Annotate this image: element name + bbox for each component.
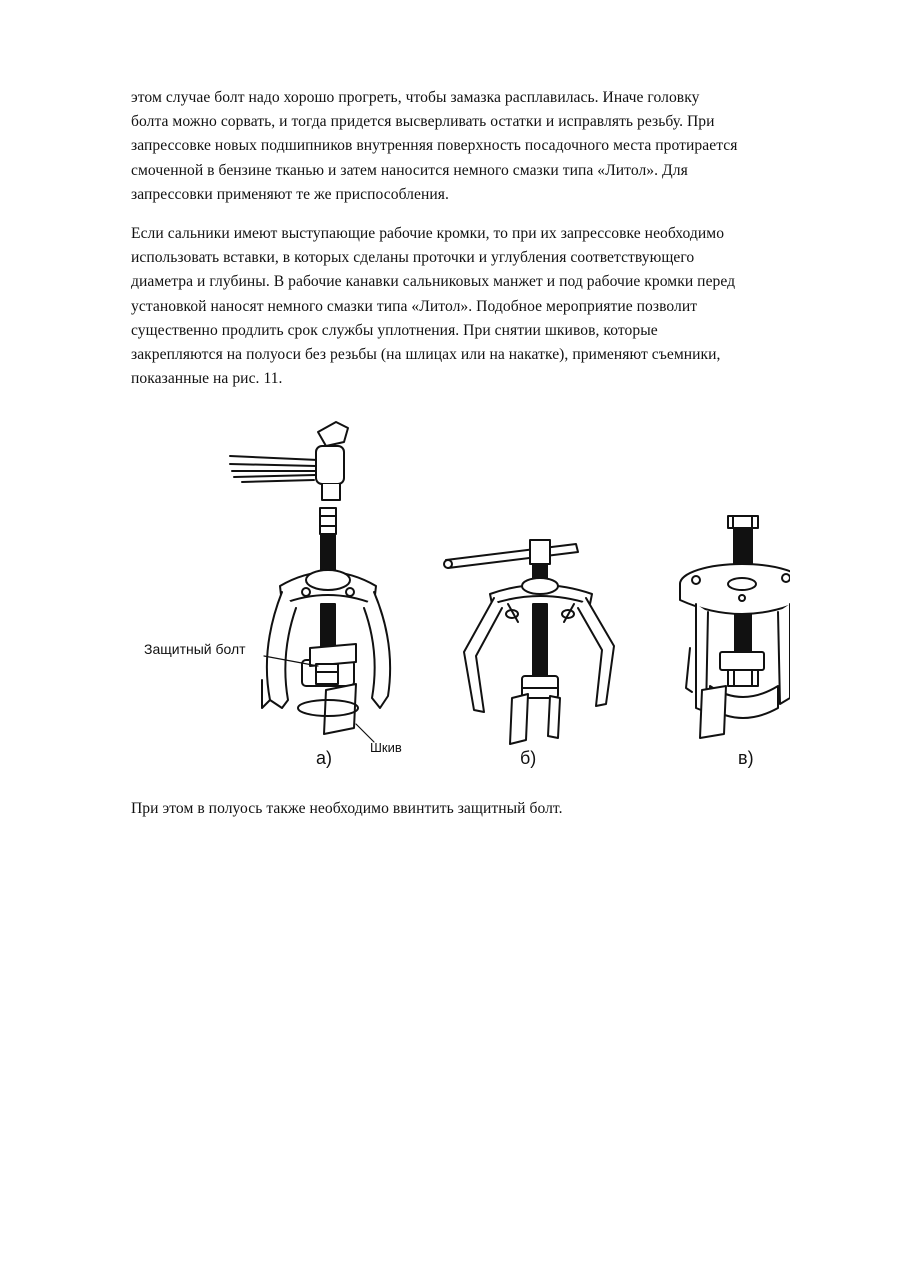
text-line: запрессовке новых подшипников внутренняя поверхность посадочного места протирается — [131, 137, 738, 155]
puller-b-drawing — [444, 540, 614, 744]
callout-pulley: Шкив — [370, 740, 402, 755]
paragraph-3 — [131, 797, 843, 821]
text-line: существенно продлить срок службы уплотнения. При снятии шкивов, которые — [131, 321, 658, 339]
text-line: использовать вставки, в которых сделаны проточки и углубления соответствующего — [131, 249, 695, 267]
text-line: закрепляются на полуоси без резьбы (на шлицах или на накатке), применяют съемники, — [131, 346, 721, 364]
text-line: этом случае болт надо хорошо прогреть, чтобы замазка расплавилась. Иначе головку — [131, 89, 700, 106]
text-line: диаметра и глубины. В рабочие канавки сальниковых манжет и под рабочие кромки перед — [131, 273, 736, 291]
text-line: установкой наносят немного смазки типа «Литол». Подобное мероприятие позволит — [131, 297, 698, 315]
paragraph-1 — [131, 86, 843, 207]
callout-protective-bolt: Защитный болт — [144, 641, 246, 657]
puller-a-drawing — [230, 422, 390, 742]
text-line: смоченной в бензине тканью и затем наносится немного смазки типа «Литол». Для — [131, 161, 688, 179]
paragraph-2 — [131, 222, 843, 391]
text-line: болта можно сорвать, и тогда придется высверливать остатки и исправлять резьбу. При — [131, 113, 715, 131]
panel-label-a: а) — [316, 748, 333, 768]
panel-label-c: в) — [738, 748, 754, 768]
puller-c-drawing — [680, 516, 790, 738]
puller-illustration — [130, 408, 790, 780]
panel-label-b: б) — [520, 748, 537, 768]
text-line: Если сальники имеют выступающие рабочие кромки, то при их запрессовке необходимо — [131, 225, 725, 242]
text-line: показанные на рис. 11. — [131, 370, 283, 388]
puller-figure — [130, 408, 790, 780]
text-line: запрессовки применяют те же приспособления. — [131, 185, 449, 203]
text-line: При этом в полуось также необходимо ввинтить защитный болт. — [131, 800, 563, 817]
